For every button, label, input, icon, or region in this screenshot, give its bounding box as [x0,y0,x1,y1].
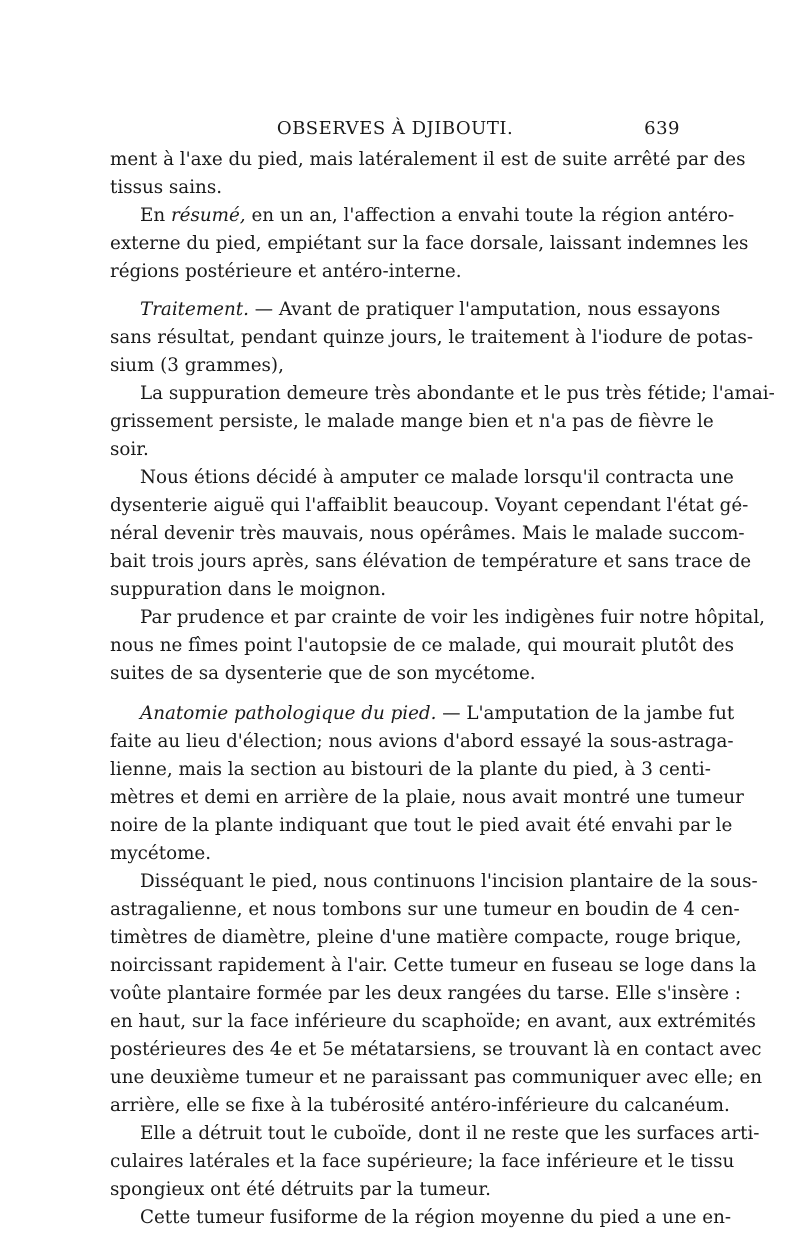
text-line: mètres et demi en arrière de la plaie, nous avait montré une tumeur [110,787,744,808]
text-line [110,700,735,728]
text-line: astragalienne, et nous tombons sur une tumeur en boudin de 4 cen- [110,899,740,920]
page-number: 639 [644,118,680,139]
text-line: suppuration dans le moignon. [110,579,387,600]
book-page [110,0,775,1245]
text-line: néral devenir très mauvais, nous opérâmes. Mais le malade succom- [110,523,745,544]
text-line: soir. [110,439,149,460]
text-line: grissement persiste, le malade mange bien et n'a pas de fièvre le [110,411,714,432]
text-line: externe du pied, empiétant sur la face dorsale, laissant indemnes les [110,233,749,254]
text-line: faite au lieu d'élection; nous avions d'abord essayé la sous-astraga- [110,731,734,752]
text-line: régions postérieure et antéro-interne. [110,261,462,282]
text-line: suites de sa dysenterie que de son mycétome. [110,663,536,684]
text-line: voûte plantaire formée par les deux rangées du tarse. Elle s'insère : [110,983,741,1004]
text-line: dysenterie aiguë qui l'affaiblit beaucoup. Voyant cependant l'état gé- [110,495,749,516]
text-fragment: — Avant de pratiquer l'amputation, nous essayons [254,299,721,320]
text-line: une deuxième tumeur et ne paraissant pas communiquer avec elle; en [110,1067,763,1088]
text-line: Disséquant le pied, nous continuons l'incision plantaire de la sous- [140,871,758,892]
text-line: ment à l'axe du pied, mais latéralement il est de suite arrêté par des [110,149,746,170]
running-title: OBSERVES À DJIBOUTI. [276,118,514,139]
text-line: arrière, elle se fixe à la tubérosité antéro-inférieure du calcanéum. [110,1095,730,1116]
section-heading: Anatomie pathologique du pied. [140,703,437,724]
text-line: noircissant rapidement à l'air. Cette tumeur en fuseau se loge dans la [110,955,757,976]
text-line: spongieux ont été détruits par la tumeur. [110,1179,491,1200]
section-heading: Traitement. [140,299,249,320]
text-line: sium (3 grammes), [110,355,284,376]
running-head [110,118,680,142]
text-line: nous ne fîmes point l'autopsie de ce malade, qui mourait plutôt des [110,635,735,656]
text-line: mycétome. [110,843,212,864]
text-line: La suppuration demeure très abondante et le pus très fétide; l'amai- [140,383,775,404]
text-line [110,296,721,324]
text-line: Elle a détruit tout le cuboïde, dont il ne reste que les surfaces arti- [140,1123,760,1144]
text-line: tissus sains. [110,177,223,198]
text-line: Cette tumeur fusiforme de la région moyenne du pied a une en- [140,1207,732,1228]
text-line: timètres de diamètre, pleine d'une matière compacte, rouge brique, [110,927,742,948]
text-line: Nous étions décidé à amputer ce malade lorsqu'il contracta une [140,467,734,488]
text-line: sans résultat, pendant quinze jours, le traitement à l'iodure de potas- [110,327,754,348]
text-fragment: — L'amputation de la jambe fut [442,703,735,724]
text-line: en haut, sur la face inférieure du scaphoïde; en avant, aux extrémités [110,1011,756,1032]
text-line: postérieures des 4e et 5e métatarsiens, se trouvant là en contact avec [110,1039,762,1060]
text-line: bait trois jours après, sans élévation de température et sans trace de [110,551,752,572]
text-line: Par prudence et par crainte de voir les indigènes fuir notre hôpital, [140,607,765,628]
text-line: lienne, mais la section au bistouri de la plante du pied, à 3 centi- [110,759,711,780]
text-line [110,202,735,230]
text-fragment: En [140,205,166,226]
text-fragment: en un an, l'affection a envahi toute la région antéro- [251,205,735,226]
italic-term: résumé, [170,205,246,226]
text-line: culaires latérales et la face supérieure; la face inférieure et le tissu [110,1151,735,1172]
text-line: noire de la plante indiquant que tout le pied avait été envahi par le [110,815,733,836]
